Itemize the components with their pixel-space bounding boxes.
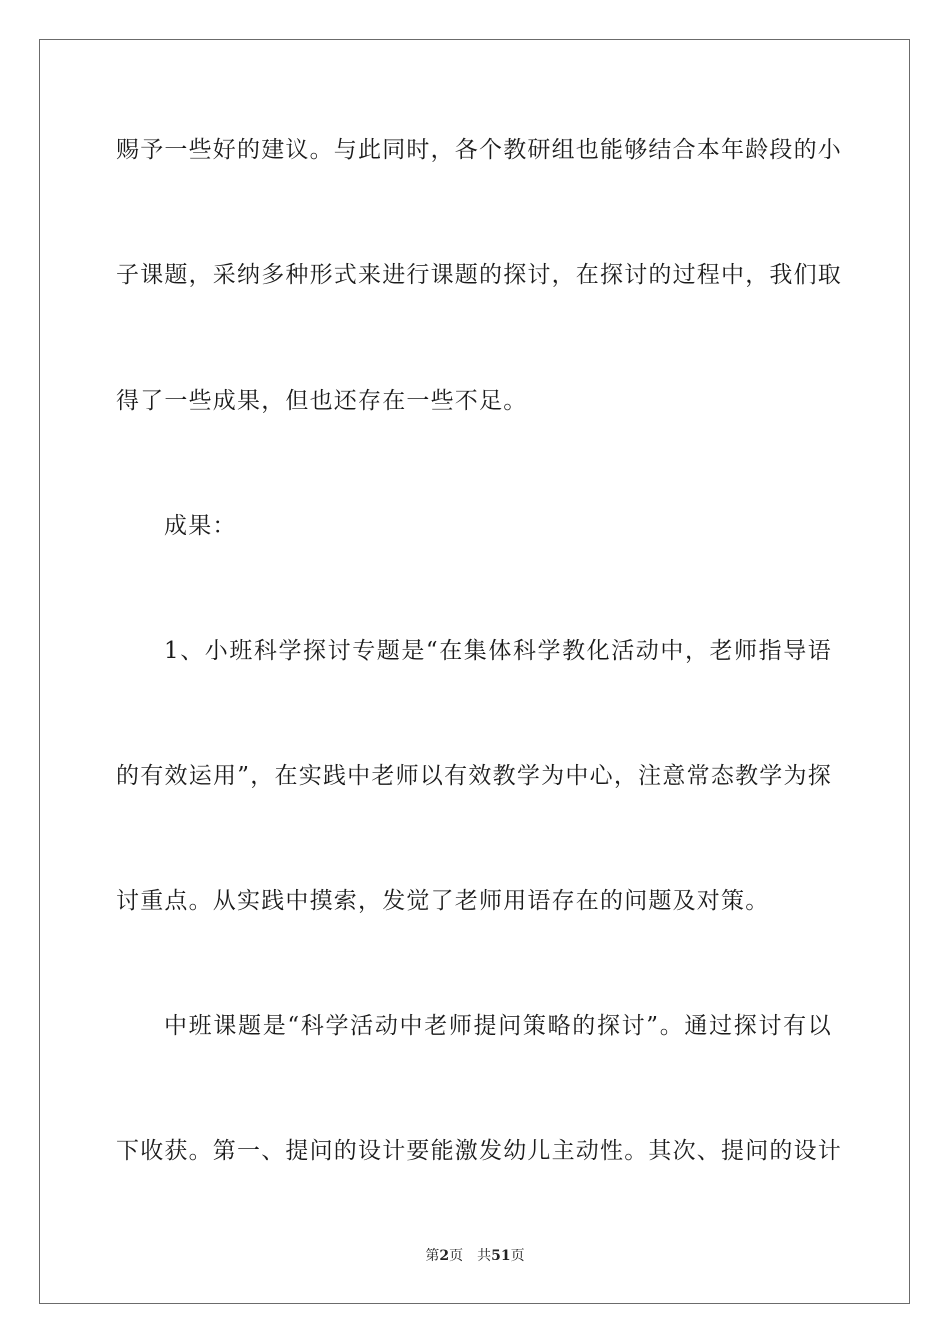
paragraph-line-5: 1、小班科学探讨专题是“在集体科学教化活动中，老师指导语 xyxy=(164,638,832,664)
paragraph-line-8: 中班课题是“科学活动中老师提问策略的探讨”。通过探讨有以 xyxy=(164,1013,832,1039)
paragraph-line-1: 赐予一些好的建议。与此同时，各个教研组也能够结合本年龄段的小 xyxy=(116,137,842,163)
page-frame xyxy=(39,39,910,1304)
paragraph-line-2: 子课题，采纳多种形式来进行课题的探讨，在探讨的过程中，我们取 xyxy=(116,262,842,288)
paragraph-line-9: 下收获。第一、提问的设计要能激发幼儿主动性。其次、提问的设计 xyxy=(116,1138,842,1164)
footer-total-pages: 51 xyxy=(491,1248,511,1264)
footer-page-prefix: 第 xyxy=(425,1248,440,1264)
section-heading-results: 成果： xyxy=(164,513,237,539)
footer-page-suffix: 页 xyxy=(449,1248,464,1264)
page-footer xyxy=(0,1246,950,1266)
paragraph-line-3: 得了一些成果，但也还存在一些不足。 xyxy=(116,388,528,414)
footer-total-prefix: 共 xyxy=(477,1248,492,1264)
footer-page-number: 2 xyxy=(439,1248,450,1264)
footer-total-suffix: 页 xyxy=(510,1248,525,1264)
paragraph-line-6: 的有效运用”，在实践中老师以有效教学为中心，注意常态教学为探 xyxy=(116,763,832,789)
paragraph-line-7: 讨重点。从实践中摸索，发觉了老师用语存在的问题及对策。 xyxy=(116,888,770,914)
